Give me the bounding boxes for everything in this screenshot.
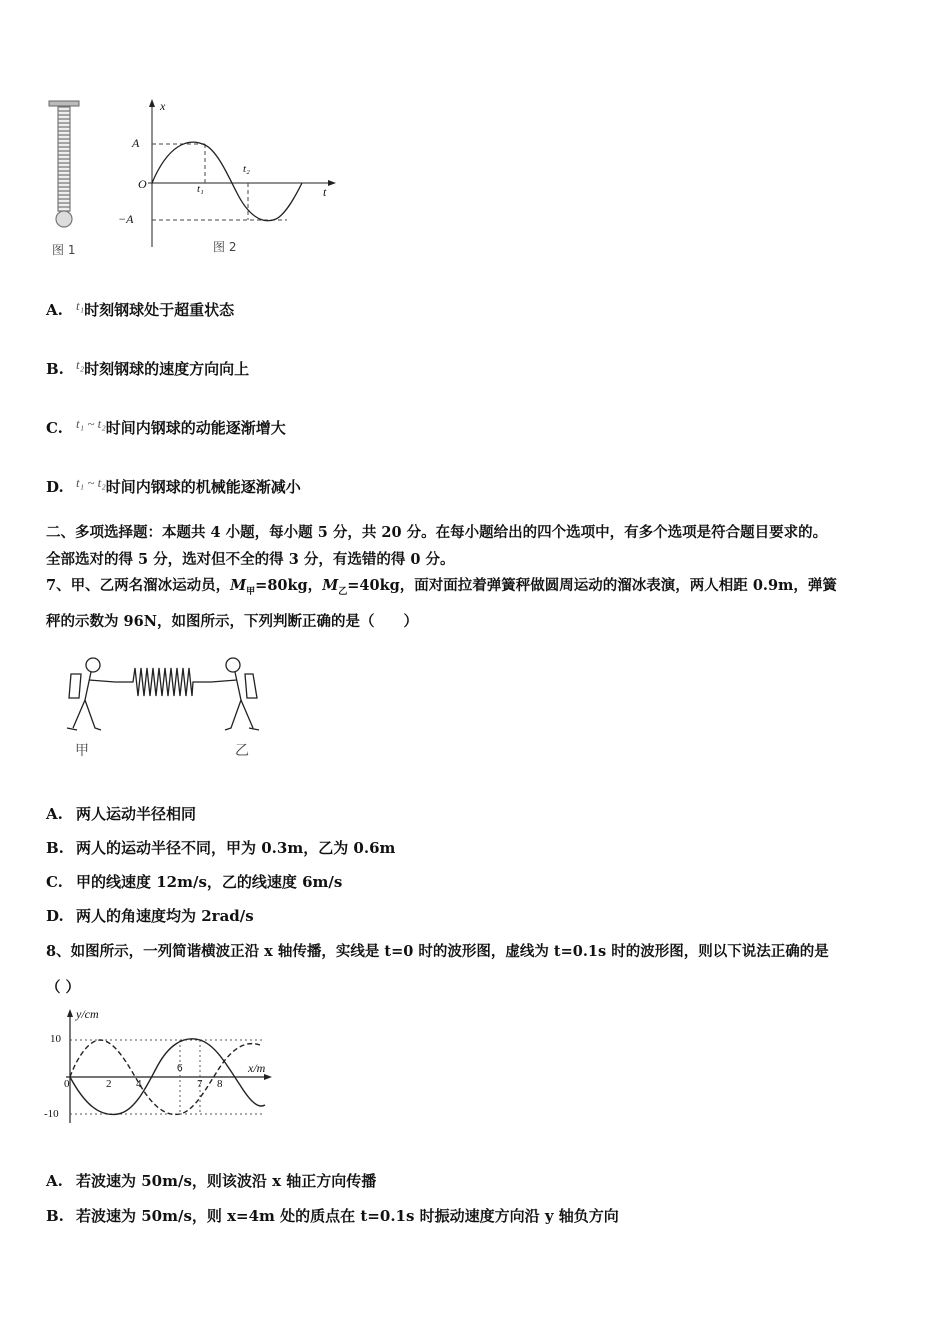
q6-option-b[interactable] (46, 357, 249, 379)
section2-heading-line2: 全部选对的得 5 分，选对但不全的得 3 分，有选错的得 0 分。 (46, 551, 455, 568)
wave-x-tick: 7 (197, 1078, 203, 1090)
option-letter: C. (46, 873, 63, 891)
wave-graph (40, 1005, 280, 1130)
q6-option-d[interactable] (46, 475, 301, 497)
q8-stem-line2: （ ） (46, 979, 81, 996)
q8-stem-line1: 8、如图所示，一列简谐横波正沿 x 轴传播，实线是 t=0 时的波形图，虚线为 t=0.1s 时的波形图，则以下说法正确的是 (46, 943, 829, 960)
option-text: 两人的运动半径不同，甲为 0.3m，乙为 0.6m (76, 839, 396, 857)
time-variable: t₁ ~ t₂ (76, 475, 106, 490)
label-negA: −A (118, 212, 134, 226)
option-letter: A. (46, 301, 63, 319)
figure-spring-xt (40, 95, 360, 265)
option-text: 时间内钢球的动能逐渐增大 (105, 419, 286, 437)
figure1-caption: 图 1 (52, 243, 76, 257)
option-letter: D. (46, 907, 64, 925)
q8-option-a[interactable] (46, 1170, 376, 1191)
wave-x-tick: 6 (177, 1062, 183, 1074)
wave-x-tick: 4 (136, 1078, 142, 1090)
q7-option-d[interactable] (46, 905, 254, 926)
label-A: A (132, 136, 140, 150)
skater-right-label: 乙 (235, 743, 249, 759)
option-text: 两人的角速度均为 2rad/s (76, 907, 254, 925)
q7-stem-line2: 秤的示数为 96N，如图所示，下列判断正确的是（ ） (46, 613, 418, 630)
axis-t-label: t (323, 185, 327, 199)
wave-ylabel: y/cm (76, 1007, 99, 1021)
label-t2: t₂ (243, 163, 250, 175)
option-letter: D. (46, 478, 64, 496)
option-letter: A. (46, 1172, 63, 1190)
option-letter: B. (46, 839, 64, 857)
option-letter: A. (46, 805, 63, 823)
section2-heading-line1: 二、多项选择题：本题共 4 小题，每小题 5 分，共 20 分。在每小题给出的四个选项中，有多个选项是符合题目要求的。 (46, 524, 828, 541)
mass-value: =80kg， (255, 577, 323, 594)
q7-option-a[interactable] (46, 803, 196, 824)
label-O: O (138, 177, 147, 191)
time-variable: t₁ ~ t₂ (76, 416, 106, 431)
option-text: 时间内钢球的机械能逐渐减小 (105, 478, 301, 496)
option-text: 甲的线速度 12m/s，乙的线速度 6m/s (76, 873, 343, 891)
q7-stem-line1 (46, 574, 837, 597)
option-text: 若波速为 50m/s，则该波沿 x 轴正方向传播 (76, 1172, 377, 1190)
time-variable: t₁ (76, 298, 85, 313)
figure2-caption: 图 2 (213, 240, 237, 254)
mass-symbol: M (322, 577, 339, 594)
q7-option-b[interactable] (46, 837, 395, 858)
wave-y-top: 10 (50, 1033, 61, 1045)
q7-stem-text: 7、甲、乙两名溜冰运动员， (46, 577, 231, 594)
option-text: 两人运动半径相同 (76, 805, 197, 823)
q6-option-a[interactable] (46, 298, 234, 320)
option-letter: B. (46, 360, 64, 378)
option-letter: B. (46, 1207, 64, 1225)
figure-skaters (55, 650, 270, 765)
wave-x-tick: 8 (217, 1078, 223, 1090)
mass-symbol: M (230, 577, 247, 594)
spring-xt-diagram (40, 95, 360, 265)
wave-xlabel: x/m (248, 1061, 266, 1075)
mass-value: =40kg，面对面拉着弹簧秤做圆周运动的溜冰表演，两人相距 0.9m，弹簧 (347, 577, 837, 594)
option-letter: C. (46, 419, 63, 437)
option-text: 若波速为 50m/s，则 x=4m 处的质点在 t=0.1s 时振动速度方向沿 y 轴负方向 (76, 1207, 619, 1225)
mass-subscript: 甲 (246, 586, 256, 597)
time-variable: t₂ (76, 357, 85, 372)
label-t1: t₁ (197, 183, 204, 195)
q6-option-c[interactable] (46, 416, 286, 438)
option-text: 时刻钢球处于超重状态 (84, 301, 235, 319)
mass-subscript: 乙 (338, 586, 348, 597)
skater-left-label: 甲 (75, 743, 89, 759)
wave-origin: 0 (64, 1078, 70, 1090)
axis-x-label: x (160, 99, 166, 113)
option-text: 时刻钢球的速度方向向上 (84, 360, 250, 378)
wave-x-tick: 2 (106, 1078, 112, 1090)
q7-option-c[interactable] (46, 871, 342, 892)
figure-wave (40, 1005, 280, 1130)
wave-y-bottom: -10 (44, 1108, 59, 1120)
q8-option-b[interactable] (46, 1205, 619, 1226)
